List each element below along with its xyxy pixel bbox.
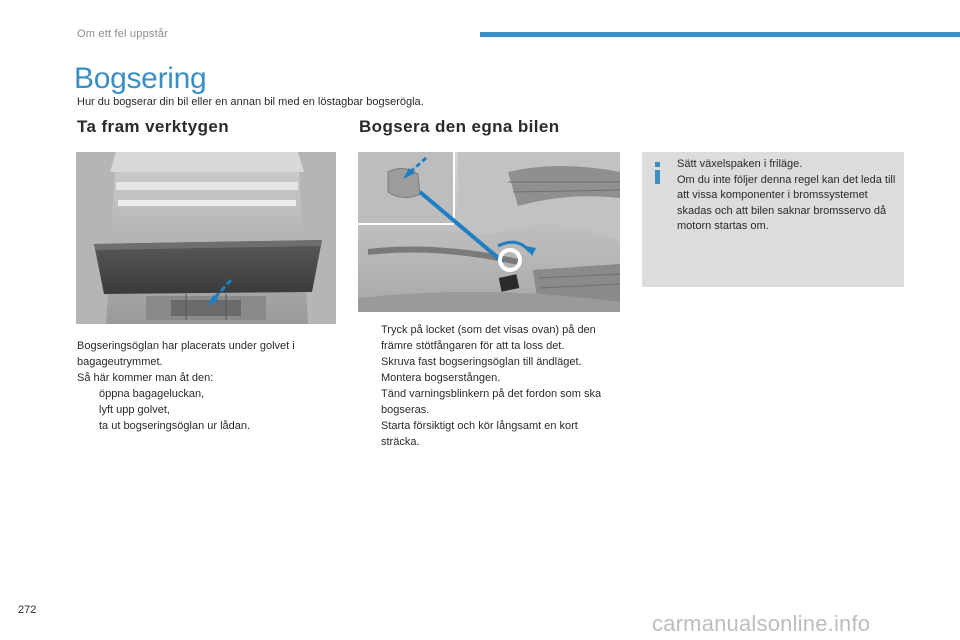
info-text bbox=[677, 157, 901, 235]
left-column-text bbox=[77, 338, 342, 434]
list-item: Tänd varningsblinkern på det fordon som ska bogseras. bbox=[359, 386, 619, 418]
list-item: Montera bogserstången. bbox=[359, 370, 619, 386]
list-item: Starta försiktigt och kör långsamt en kort sträcka. bbox=[359, 418, 619, 450]
front-bumper-photo bbox=[358, 152, 620, 312]
top-accent-bar bbox=[480, 32, 960, 37]
bullet-mark bbox=[77, 402, 99, 418]
list-item: lyft upp golvet, bbox=[77, 402, 342, 418]
heading-tow-own-car: Bogsera den egna bilen bbox=[359, 117, 560, 136]
bullet-mark bbox=[359, 418, 381, 450]
middle-column-text bbox=[359, 322, 619, 450]
heading-tools: Ta fram verktygen bbox=[77, 117, 229, 136]
page-title: Bogsering bbox=[74, 62, 207, 95]
section-label: Om ett fel uppstår bbox=[77, 28, 169, 40]
intro-line-2: Så här kommer man åt den: bbox=[77, 372, 214, 384]
list-item: Skruva fast bogseringsöglan till ändläget. bbox=[359, 354, 619, 370]
info-line-1: Sätt växelspaken i friläge. bbox=[677, 158, 803, 170]
list-item: Tryck på locket (som det visas ovan) på den främre stötfångaren för att ta loss det. bbox=[359, 322, 619, 354]
page-subtitle: Hur du bogserar din bil eller en annan bil med en löstagbar bogserögla. bbox=[77, 96, 424, 108]
bullet-mark bbox=[359, 354, 381, 370]
page-number: 272 bbox=[18, 604, 37, 616]
bullet-mark bbox=[359, 322, 381, 354]
list-item: ta ut bogseringsöglan ur lådan. bbox=[77, 418, 342, 434]
intro-line-1: Bogseringsöglan har placerats under golvet i bagageutrymmet. bbox=[77, 340, 295, 368]
bullet-mark bbox=[359, 386, 381, 418]
bullet-mark bbox=[77, 418, 99, 434]
info-box bbox=[642, 152, 904, 287]
info-line-2: Om du inte följer denna regel kan det leda till att vissa komponenter i bromssystemet skadas och att bilen saknar bromsservo då motorn startas om. bbox=[677, 173, 896, 232]
watermark: carmanualsonline.info bbox=[652, 611, 871, 636]
trunk-photo bbox=[76, 152, 336, 324]
bullet-mark bbox=[359, 370, 381, 386]
list-item: öppna bagageluckan, bbox=[77, 386, 342, 402]
bullet-mark bbox=[77, 386, 99, 402]
info-icon bbox=[654, 162, 662, 184]
